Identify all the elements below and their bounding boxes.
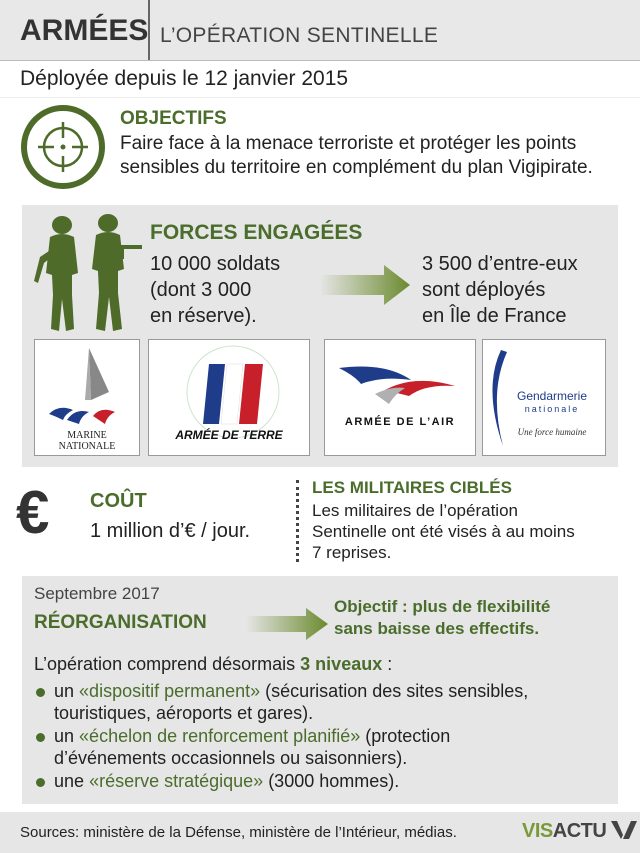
bullet-icon	[36, 688, 45, 697]
divider	[296, 480, 299, 562]
intro-highlight: 3 niveaux	[300, 654, 383, 674]
list-item	[32, 770, 612, 792]
bullet-icon	[36, 733, 45, 742]
goal-line: Objectif : plus de flexibilité	[334, 597, 551, 616]
level-prefix: un	[54, 726, 75, 746]
militaires-line: 7 reprises.	[312, 543, 392, 562]
level-text: (sécurisation des sites sensibles,	[265, 681, 529, 701]
intro-text: L’opération comprend désormais	[34, 654, 296, 674]
arrow-right-icon	[320, 265, 410, 305]
total-soldiers-line: 10 000 soldats	[150, 253, 281, 275]
arrow-right-icon	[246, 608, 328, 640]
objectifs-title: OBJECTIFS	[120, 108, 227, 129]
objectifs-line: sensibles du territoire en complément du plan Vigipirate.	[120, 157, 593, 178]
objectifs-line: Faire face à la menace terroriste et protéger les points	[120, 133, 577, 154]
soldiers-icon	[32, 211, 142, 336]
ile-de-france-line: 3 500 d’entre-eux	[422, 253, 578, 275]
militaires-text	[312, 500, 632, 563]
goal-line: sans baisse des effectifs.	[334, 619, 540, 638]
sources: Sources: ministère de la Défense, ministère de l’Intérieur, médias.	[20, 824, 457, 841]
objectifs-text	[120, 132, 630, 180]
logo-caption: nationale	[524, 404, 580, 414]
visactu-logo	[522, 820, 637, 843]
cout-value: 1 million d’€ / jour.	[90, 520, 251, 542]
section-title: ARMÉES	[20, 14, 149, 47]
target-crosshair-icon	[20, 104, 106, 190]
militaires-line: Les militaires de l’opération	[312, 501, 518, 520]
logo-caption: ARMÉE DE L’AIR	[344, 416, 456, 428]
reorganisation-title: RÉORGANISATION	[34, 612, 207, 633]
list-item	[32, 680, 612, 724]
militaires-title: LES MILITAIRES CIBLÉS	[312, 478, 512, 497]
total-soldiers-line: (dont 3 000	[150, 279, 252, 301]
level-text: (protection	[365, 726, 451, 746]
brand-vis: VIS	[522, 820, 553, 842]
cout-title: COÛT	[90, 490, 147, 512]
total-soldiers	[150, 251, 320, 329]
ile-de-france-soldiers	[422, 251, 622, 329]
reorganisation-goal	[334, 596, 614, 640]
deployment-date-bar	[0, 60, 640, 98]
visactu-mark-icon	[611, 821, 637, 839]
euro-icon: €	[16, 479, 50, 546]
ile-de-france-line: en Île de France	[422, 305, 567, 327]
level-prefix: une	[54, 771, 85, 791]
deployment-date: Déployée depuis le 12 janvier 2015	[20, 67, 349, 90]
level-text: (3000 hommes).	[268, 771, 400, 791]
ile-de-france-line: sont déployés	[422, 279, 546, 301]
brand-actu: ACTU	[552, 820, 607, 842]
level-highlight: «dispositif permanent»	[79, 681, 261, 701]
armee-de-l-air-wings-icon	[325, 340, 477, 457]
armee-de-terre-logo	[148, 339, 310, 456]
forces-panel	[22, 205, 618, 467]
gendarmerie-nationale-logo	[482, 339, 606, 456]
header-divider	[148, 0, 150, 60]
reorganisation-intro	[34, 654, 392, 675]
militaires-line: Sentinelle ont été visés à au moins	[312, 522, 575, 541]
reorganisation-date: Septembre 2017	[34, 584, 160, 603]
levels-list	[32, 680, 612, 793]
level-prefix: un	[54, 681, 75, 701]
logo-motto: Une force humaine	[517, 427, 587, 437]
reorganisation-panel	[22, 576, 618, 804]
bullet-icon	[36, 778, 45, 787]
header	[0, 0, 640, 60]
intro-suffix: :	[382, 654, 393, 674]
logo-caption: Gendarmerie	[516, 389, 588, 403]
level-highlight: «réserve stratégique»	[89, 771, 264, 791]
total-soldiers-line: en réserve).	[150, 305, 257, 327]
armee-de-l-air-logo	[324, 339, 476, 456]
footer	[0, 812, 640, 853]
forces-title: FORCES ENGAGÉES	[150, 221, 363, 244]
level-text: touristiques, aéroports et gares).	[54, 703, 314, 723]
marine-nationale-logo	[34, 339, 140, 456]
logo-caption: MARINE	[67, 430, 107, 441]
level-highlight: «échelon de renforcement planifié»	[79, 726, 361, 746]
logo-caption: NATIONALE	[58, 441, 116, 452]
list-item	[32, 725, 612, 769]
logo-caption: ARMÉE DE TERRE	[175, 428, 283, 442]
level-text: d’événements occasionnels ou saisonniers).	[54, 748, 408, 768]
page-title: L’OPÉRATION SENTINELLE	[160, 24, 439, 47]
